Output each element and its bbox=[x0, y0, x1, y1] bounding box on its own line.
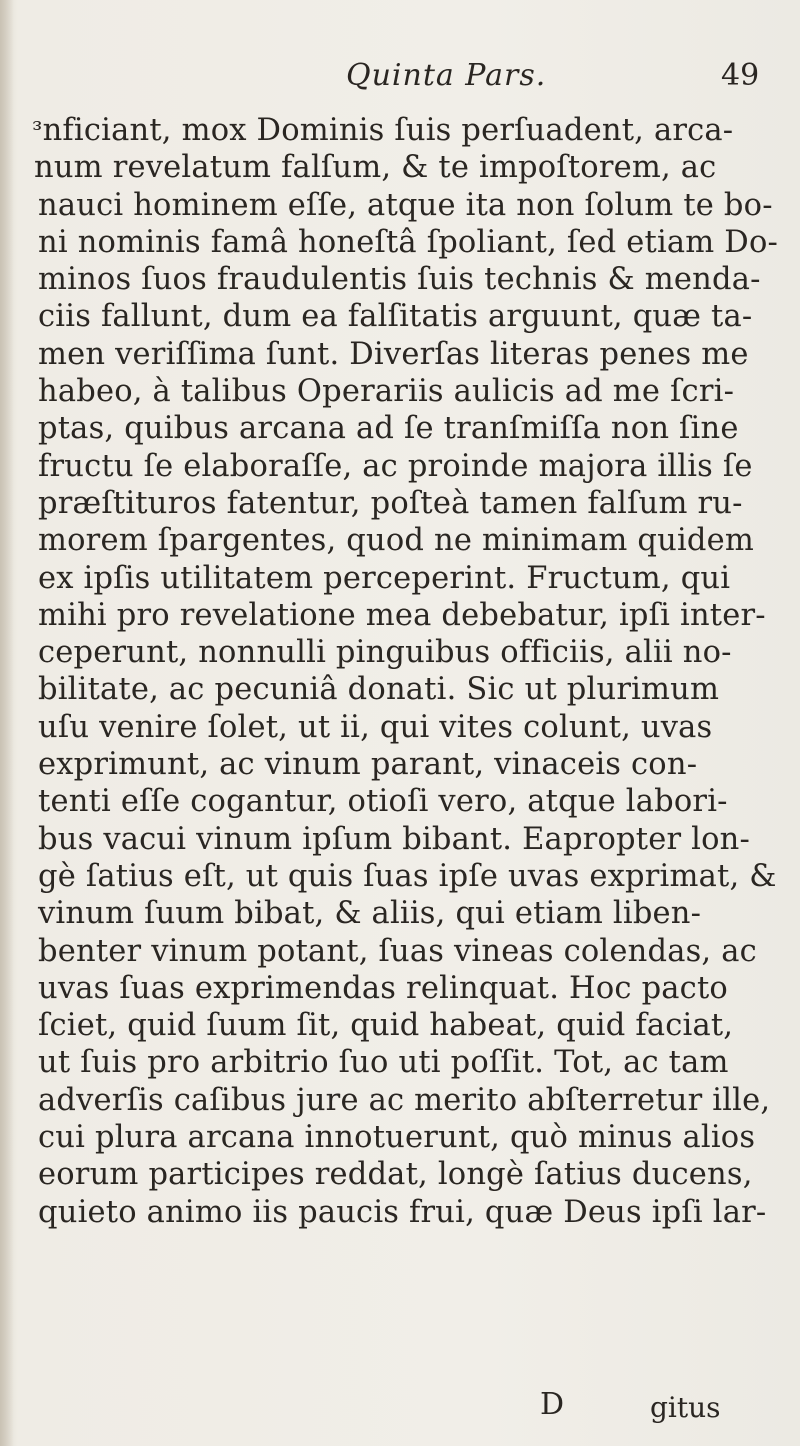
text-line: adverſis caſibus jure ac merito abſterretur ille, bbox=[38, 1082, 771, 1118]
text-line: gè ſatius eſt, ut quis ſuas ipſe uvas exprimat, & bbox=[38, 858, 777, 894]
text-line: nauci hominem eſſe, atque ita non ſolum te bo- bbox=[38, 187, 773, 223]
text-line: tenti eſſe cogantur, otioſi vero, atque labori- bbox=[38, 784, 728, 820]
gutter-shadow bbox=[0, 0, 14, 1446]
text-line: bilitate, ac pecuniâ donati. Sic ut plurimum bbox=[38, 672, 720, 708]
text-line: ciis fallunt, dum ea falſitatis arguunt, quæ ta- bbox=[38, 299, 753, 335]
signature-mark: D bbox=[540, 1387, 565, 1422]
text-line: habeo, à talibus Operariis aulicis ad me ſcri- bbox=[38, 374, 735, 410]
text-line: ceperunt, nonnulli pinguibus officiis, alii no- bbox=[38, 635, 732, 671]
text-line: eorum participes reddat, longè ſatius ducens, bbox=[38, 1157, 753, 1193]
text-line: præſtituros fatentur, poſteà tamen falſum ru- bbox=[38, 485, 743, 521]
text-line: bus vacui vinum ipſum bibant. Eapropter lon- bbox=[38, 821, 750, 857]
running-title: Quinta Pars. bbox=[346, 58, 547, 93]
catchword: gitus bbox=[650, 1391, 721, 1424]
text-line: cui plura arcana innotuerunt, quò minus alios bbox=[38, 1120, 756, 1156]
text-line: vinum ſuum bibat, & aliis, qui etiam liben- bbox=[38, 896, 702, 932]
text-line: ᵌnficiant, mox Dominis ſuis perſuadent, arca- bbox=[32, 113, 734, 148]
text-line: quieto animo iis paucis frui, quæ Deus ipſi lar- bbox=[38, 1194, 767, 1230]
page-number: 49 bbox=[721, 58, 760, 93]
body-text bbox=[24, 112, 788, 1231]
text-line: fructu ſe elaboraſſe, ac proinde majora illis ſe bbox=[38, 448, 753, 484]
text-line: exprimunt, ac vinum parant, vinaceis con- bbox=[38, 747, 698, 783]
text-line: benter vinum potant, ſuas vineas colendas, ac bbox=[38, 933, 757, 969]
page-footer bbox=[0, 1387, 800, 1445]
text-line: morem ſpargentes, quod ne minimam quidem bbox=[38, 523, 755, 559]
text-line: mihi pro revelatione mea debebatur, ipſi inter- bbox=[38, 597, 766, 633]
text-line: minos ſuos fraudulentis ſuis technis & menda- bbox=[38, 262, 761, 298]
text-line: ut ſuis pro arbitrio ſuo uti poſſit. Tot, ac tam bbox=[38, 1045, 729, 1081]
text-line: men veriſſima ſunt. Diverſas literas penes me bbox=[38, 336, 749, 372]
text-line: ni nominis famâ honeſtâ ſpoliant, ſed etiam Do- bbox=[38, 224, 779, 260]
text-line: uvas ſuas exprimendas relinquat. Hoc pacto bbox=[38, 970, 728, 1006]
text-line: uſu venire ſolet, ut ii, qui vites colunt, uvas bbox=[38, 709, 713, 745]
text-line: num revelatum falſum, & te impoſtorem, ac bbox=[34, 150, 717, 186]
text-line: ex ipſis utilitatem perceperint. Fructum, qui bbox=[38, 560, 731, 596]
page-header bbox=[0, 58, 800, 108]
text-line: ſciet, quid ſuum ſit, quid habeat, quid faciat, bbox=[38, 1008, 734, 1044]
text-line: ptas, quibus arcana ad ſe tranſmiſſa non ſine bbox=[38, 411, 739, 447]
